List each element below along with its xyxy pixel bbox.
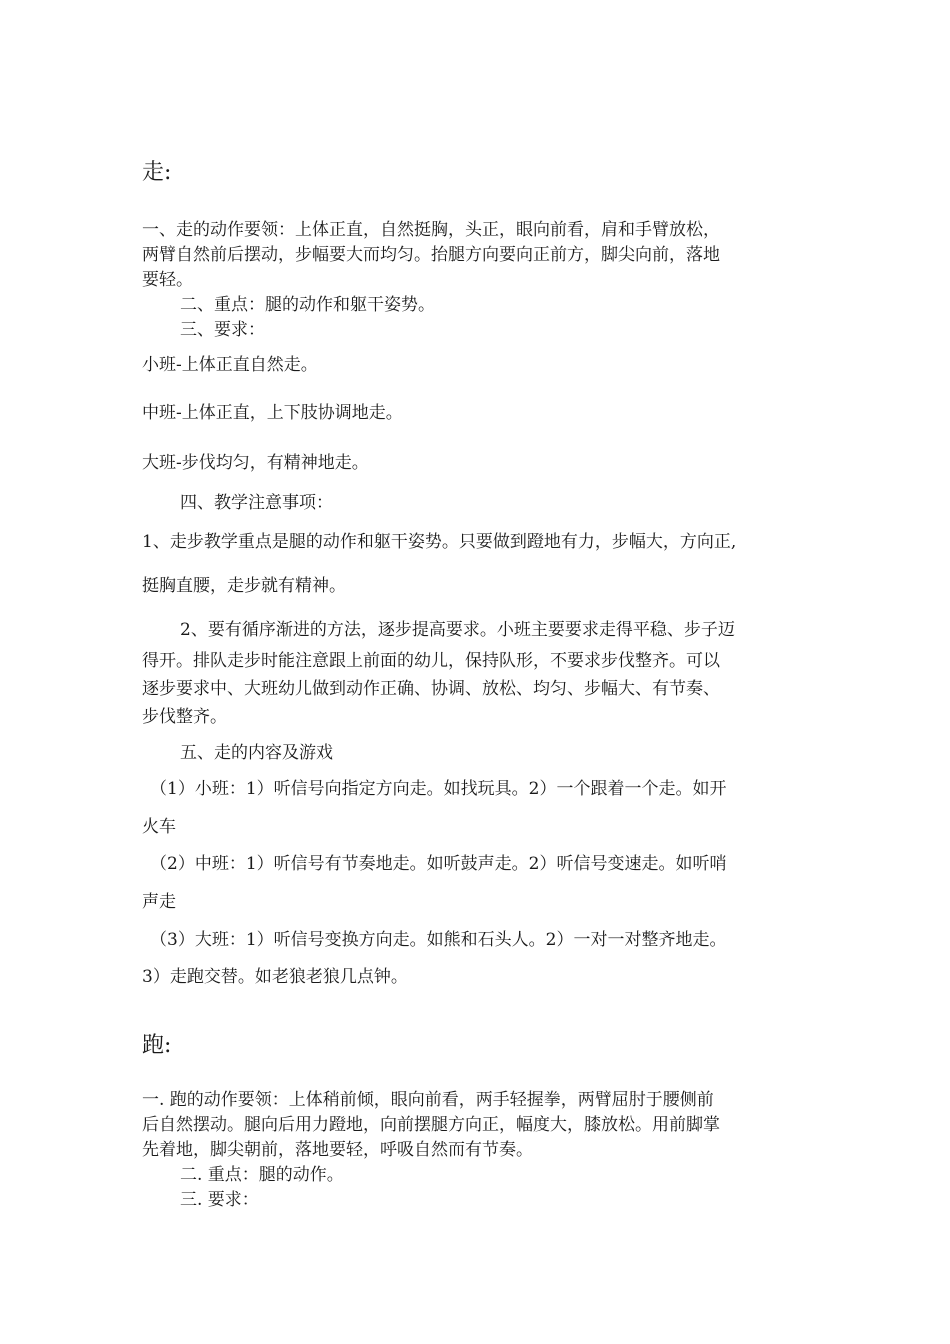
walk-requirement-large-class: 大班-步伐均匀，有精神地走。	[142, 453, 369, 473]
walk-requirement-middle-class: 中班-上体正直，上下肢协调地走。	[142, 403, 403, 423]
walk-content-large-line-1: （3）大班：1）听信号变换方向走。如熊和石头人。2）一对一对整齐地走。	[150, 930, 727, 950]
walk-key-point: 二、重点：腿的动作和躯干姿势。	[180, 295, 435, 315]
run-requirements-title: 三. 要求：	[180, 1190, 259, 1210]
run-heading: 跑:	[142, 1033, 172, 1058]
walk-content-middle-line-1: （2）中班：1）听信号有节奏地走。如听鼓声走。2）听信号变速走。如听哨	[150, 854, 727, 874]
walk-heading: 走:	[142, 160, 172, 185]
walk-note2-line-3: 逐步要求中、大班幼儿做到动作正确、协调、放松、均匀、步幅大、有节奏、	[142, 679, 720, 699]
walk-content-small-line-1: （1）小班：1）听信号向指定方向走。如找玩具。2）一个跟着一个走。如开	[150, 779, 727, 799]
run-essentials-line-2: 后自然摆动。腿向后用力蹬地，向前摆腿方向正，幅度大，膝放松。用前脚掌	[142, 1115, 720, 1135]
walk-essentials-line-2: 两臂自然前后摆动，步幅要大而均匀。抬腿方向要向正前方，脚尖向前，落地	[142, 245, 720, 265]
walk-note2-line-1: 2、要有循序渐进的方法，逐步提高要求。小班主要要求走得平稳、步子迈	[180, 620, 735, 640]
run-essentials-line-3: 先着地，脚尖朝前，落地要轻，呼吸自然而有节奏。	[142, 1140, 533, 1160]
walk-note1-line-1: 1、走步教学重点是腿的动作和躯干姿势。只要做到蹬地有力，步幅大，方向正,	[142, 532, 737, 552]
walk-requirement-small-class: 小班-上体正直自然走。	[142, 355, 318, 375]
run-key-point: 二. 重点：腿的动作。	[180, 1165, 344, 1185]
walk-essentials-line-1: 一、走的动作要领：上体正直，自然挺胸，头正，眼向前看，肩和手臂放松，	[142, 220, 720, 240]
walk-content-large-line-2: 3）走跑交替。如老狼老狼几点钟。	[142, 967, 408, 987]
walk-content-small-line-2: 火车	[142, 817, 176, 837]
walk-essentials-line-3: 要轻。	[142, 270, 193, 290]
walk-note1-line-2: 挺胸直腰，走步就有精神。	[142, 576, 346, 596]
walk-note2-line-2: 得开。排队走步时能注意跟上前面的幼儿，保持队形，不要求步伐整齐。可以	[142, 651, 720, 671]
walk-content-middle-line-2: 声走	[142, 892, 176, 912]
walk-notes-title: 四、教学注意事项：	[180, 493, 333, 513]
walk-requirements-title: 三、要求：	[180, 320, 265, 340]
walk-note2-line-4: 步伐整齐。	[142, 707, 227, 727]
run-essentials-line-1: 一. 跑的动作要领：上体稍前倾，眼向前看，两手轻握拳，两臂屈肘于腰侧前	[142, 1090, 714, 1110]
walk-content-title: 五、走的内容及游戏	[180, 743, 333, 763]
